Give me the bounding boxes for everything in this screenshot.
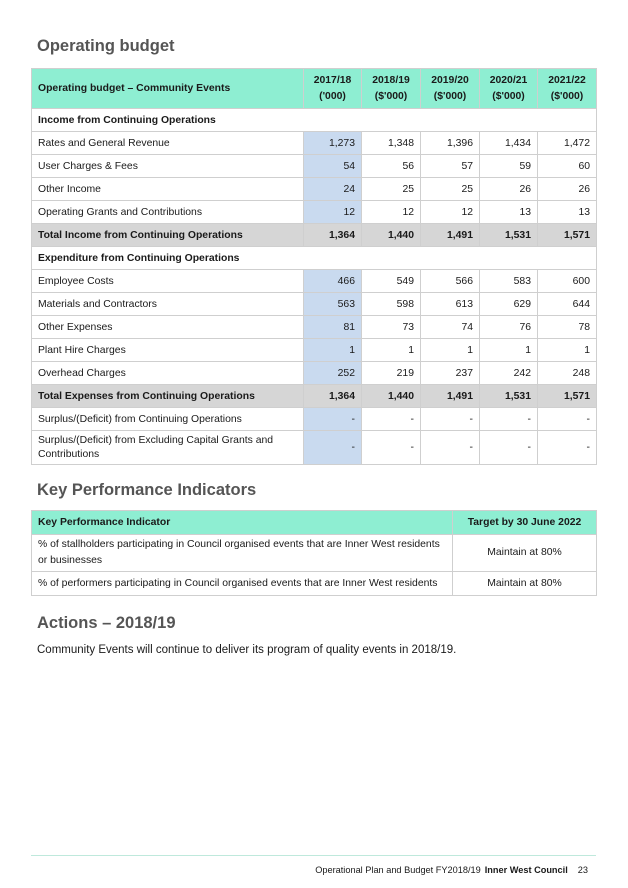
table-row xyxy=(32,316,597,339)
value-cell: 613 xyxy=(421,293,480,316)
header-line1: Operating budget – Community Events xyxy=(38,82,231,94)
page-number: 23 xyxy=(577,865,588,875)
kpi-indicator: % of performers participating in Council organised events that are Inner West residents xyxy=(32,572,453,596)
table-row xyxy=(32,109,597,132)
row-label: Total Expenses from Continuing Operations xyxy=(32,385,304,408)
kpi-target: Maintain at 80% xyxy=(453,535,597,572)
value-cell: 1,440 xyxy=(362,224,421,247)
value-cell: - xyxy=(362,408,421,431)
value-cell: 566 xyxy=(421,270,480,293)
value-cell: 1,491 xyxy=(421,224,480,247)
value-cell: 26 xyxy=(480,178,538,201)
value-cell: 549 xyxy=(362,270,421,293)
row-label: Total Income from Continuing Operations xyxy=(32,224,304,247)
table-row xyxy=(32,408,597,431)
value-cell: 583 xyxy=(480,270,538,293)
value-cell: 13 xyxy=(538,201,597,224)
kpi-header-indicator: Key Performance Indicator xyxy=(32,511,453,535)
page-footer xyxy=(315,865,588,875)
value-cell: 644 xyxy=(538,293,597,316)
value-cell: 1,531 xyxy=(480,224,538,247)
value-cell: 25 xyxy=(421,178,480,201)
operating-budget-table xyxy=(31,68,597,465)
header-cell xyxy=(480,69,538,109)
row-label: Rates and General Revenue xyxy=(32,132,304,155)
value-cell: 78 xyxy=(538,316,597,339)
value-cell: 466 xyxy=(304,270,362,293)
header-line1: 2021/22 xyxy=(548,74,586,86)
table-row xyxy=(32,247,597,270)
value-cell: 12 xyxy=(362,201,421,224)
footer-divider xyxy=(31,855,596,856)
value-cell: - xyxy=(538,431,597,465)
value-cell: 1,491 xyxy=(421,385,480,408)
value-cell: - xyxy=(304,431,362,465)
kpi-header-target: Target by 30 June 2022 xyxy=(453,511,597,535)
value-cell: 54 xyxy=(304,155,362,178)
header-line1: 2017/18 xyxy=(313,74,352,86)
header-line1: 2020/21 xyxy=(489,74,528,86)
header-line2: ($'000) xyxy=(550,90,584,102)
value-cell: 1 xyxy=(480,339,538,362)
value-cell: 81 xyxy=(304,316,362,339)
table-row xyxy=(32,385,597,408)
operating-budget-heading: Operating budget xyxy=(37,37,175,55)
value-cell: 1 xyxy=(362,339,421,362)
value-cell: 242 xyxy=(480,362,538,385)
table-row xyxy=(32,431,597,465)
kpi-indicator: % of stallholders participating in Council organised events that are Inner West residents or businesses xyxy=(32,535,453,572)
table-row xyxy=(32,362,597,385)
value-cell: 12 xyxy=(421,201,480,224)
value-cell: - xyxy=(421,408,480,431)
row-label: Employee Costs xyxy=(32,270,304,293)
table-row xyxy=(32,132,597,155)
header-line2: ($'000) xyxy=(492,90,525,102)
table-row xyxy=(32,339,597,362)
table-row xyxy=(32,224,597,247)
value-cell: 629 xyxy=(480,293,538,316)
value-cell: 1,348 xyxy=(362,132,421,155)
footer-doc-title: Operational Plan and Budget FY2018/19 xyxy=(315,865,481,875)
header-line1: 2018/19 xyxy=(372,74,410,86)
value-cell: 219 xyxy=(362,362,421,385)
row-label: Plant Hire Charges xyxy=(32,339,304,362)
operating-budget-header-row xyxy=(32,69,597,109)
value-cell: 60 xyxy=(538,155,597,178)
row-label: Other Income xyxy=(32,178,304,201)
kpi-table xyxy=(31,510,597,596)
value-cell: 76 xyxy=(480,316,538,339)
value-cell: 1,396 xyxy=(421,132,480,155)
value-cell: - xyxy=(538,408,597,431)
header-cell xyxy=(362,69,421,109)
value-cell: - xyxy=(362,431,421,465)
value-cell: 12 xyxy=(304,201,362,224)
value-cell: 1,364 xyxy=(304,224,362,247)
value-cell: 59 xyxy=(480,155,538,178)
value-cell: 24 xyxy=(304,178,362,201)
header-line2: ('000) xyxy=(319,90,346,102)
value-cell: 1,273 xyxy=(304,132,362,155)
value-cell: 25 xyxy=(362,178,421,201)
kpi-target: Maintain at 80% xyxy=(453,572,597,596)
value-cell: 1 xyxy=(538,339,597,362)
value-cell: 73 xyxy=(362,316,421,339)
row-label: User Charges & Fees xyxy=(32,155,304,178)
table-row xyxy=(32,155,597,178)
table-row xyxy=(32,178,597,201)
header-cell xyxy=(304,69,362,109)
value-cell: 57 xyxy=(421,155,480,178)
table-row xyxy=(32,293,597,316)
value-cell: - xyxy=(480,431,538,465)
value-cell: 1 xyxy=(304,339,362,362)
value-cell: 252 xyxy=(304,362,362,385)
value-cell: 26 xyxy=(538,178,597,201)
value-cell: 1,571 xyxy=(538,224,597,247)
value-cell: 56 xyxy=(362,155,421,178)
row-label: Other Expenses xyxy=(32,316,304,339)
value-cell: 1,531 xyxy=(480,385,538,408)
value-cell: 1,571 xyxy=(538,385,597,408)
row-label: Surplus/(Deficit) from Excluding Capital Grants and Contributions xyxy=(32,431,304,465)
value-cell: 13 xyxy=(480,201,538,224)
value-cell: 248 xyxy=(538,362,597,385)
footer-org: Inner West Council xyxy=(484,865,568,875)
value-cell: 74 xyxy=(421,316,480,339)
row-label: Operating Grants and Contributions xyxy=(32,201,304,224)
kpi-heading: Key Performance Indicators xyxy=(37,481,257,499)
actions-heading: Actions – 2018/19 xyxy=(37,614,176,632)
row-label: Materials and Contractors xyxy=(32,293,304,316)
row-label: Surplus/(Deficit) from Continuing Operations xyxy=(32,408,304,431)
value-cell: - xyxy=(421,431,480,465)
kpi-header-row xyxy=(32,511,597,535)
row-label: Expenditure from Continuing Operations xyxy=(32,247,597,270)
value-cell: 237 xyxy=(421,362,480,385)
header-cell xyxy=(538,69,597,109)
actions-text: Community Events will continue to deliver its program of quality events in 2018/19. xyxy=(37,644,457,656)
value-cell: 563 xyxy=(304,293,362,316)
header-line2: ($'000) xyxy=(433,90,467,102)
table-row xyxy=(32,270,597,293)
header-cell xyxy=(421,69,480,109)
value-cell: 1,364 xyxy=(304,385,362,408)
table-row xyxy=(32,201,597,224)
value-cell: 600 xyxy=(538,270,597,293)
kpi-row xyxy=(32,572,597,596)
kpi-row xyxy=(32,535,597,572)
row-label: Overhead Charges xyxy=(32,362,304,385)
header-cell xyxy=(32,69,304,109)
value-cell: 1,472 xyxy=(538,132,597,155)
value-cell: 1,434 xyxy=(480,132,538,155)
row-label: Income from Continuing Operations xyxy=(32,109,597,132)
header-line1: 2019/20 xyxy=(431,74,469,86)
value-cell: - xyxy=(304,408,362,431)
value-cell: 1,440 xyxy=(362,385,421,408)
header-line2: ($'000) xyxy=(374,90,408,102)
value-cell: - xyxy=(480,408,538,431)
value-cell: 598 xyxy=(362,293,421,316)
value-cell: 1 xyxy=(421,339,480,362)
